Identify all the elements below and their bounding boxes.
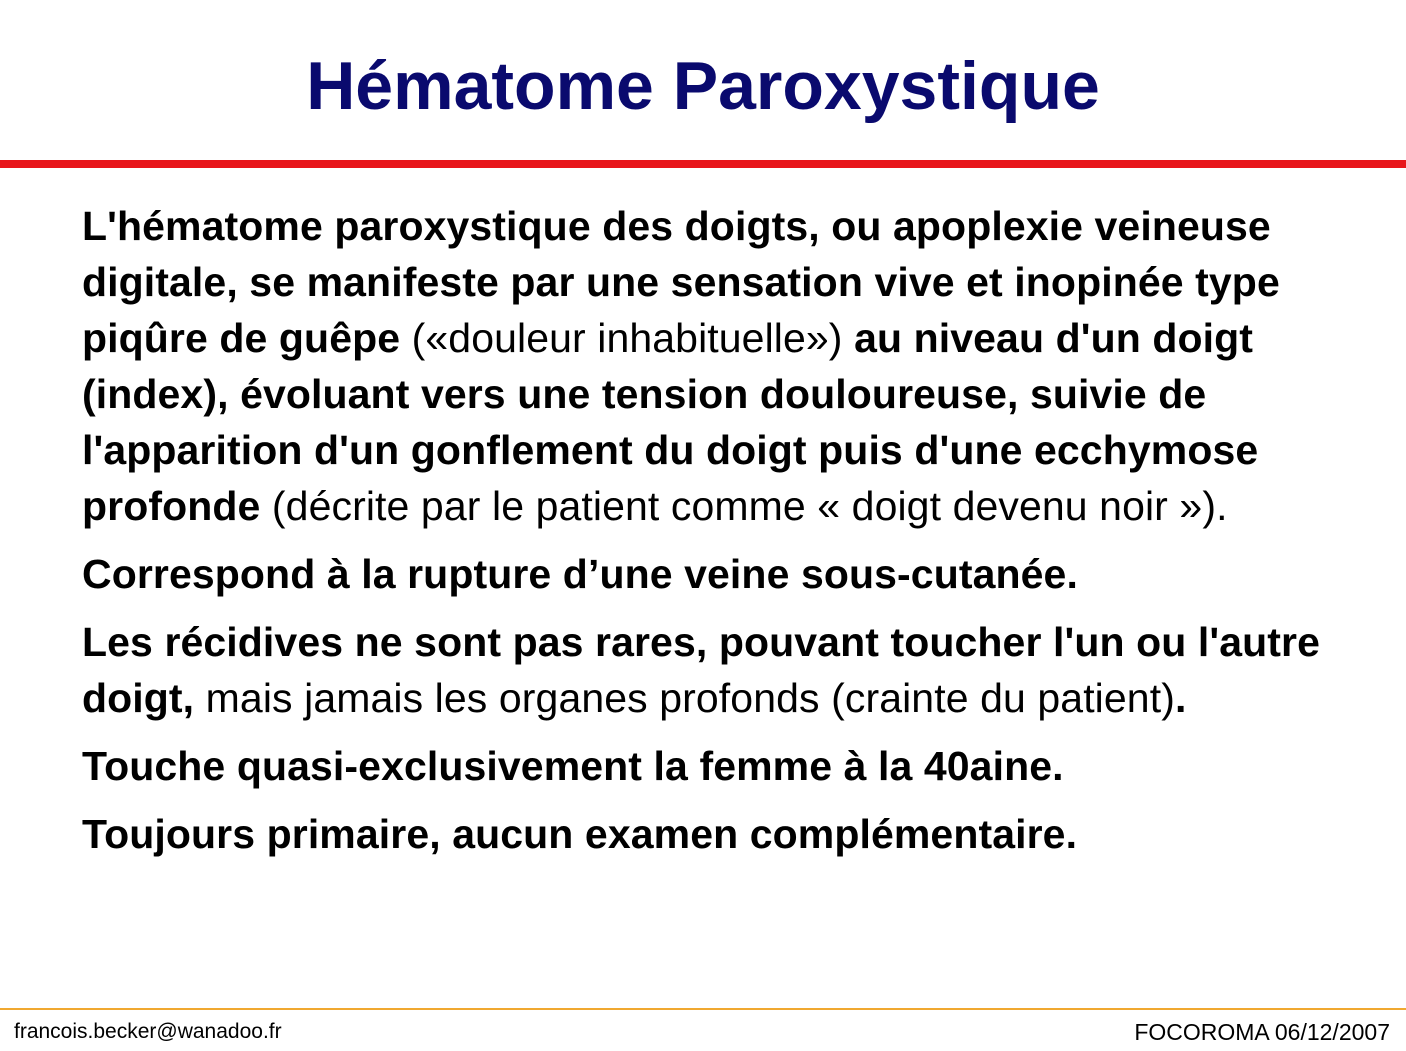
slide-body — [82, 198, 1382, 862]
footer-divider — [0, 1008, 1406, 1010]
recurrence-bold-2: . — [1174, 675, 1187, 721]
description-normal-1: («douleur inhabituelle») — [400, 315, 855, 361]
footer-email: francois.becker@wanadoo.fr — [14, 1020, 282, 1043]
paragraph-workup — [82, 806, 1382, 862]
slide-title: Hématome Paroxystique — [306, 48, 1100, 124]
paragraph-epidemiology — [82, 738, 1382, 794]
description-normal-2: (décrite par le patient comme « doigt devenu noir »). — [260, 483, 1228, 529]
mechanism-text: Correspond à la rupture d’une veine sous-cutanée. — [82, 551, 1078, 597]
paragraph-mechanism — [82, 546, 1382, 602]
title-divider — [0, 160, 1406, 168]
recurrence-normal-1: mais jamais les organes profonds (crainte du patient) — [194, 675, 1175, 721]
paragraph-recurrence — [82, 614, 1382, 726]
epidemiology-text: Touche quasi-exclusivement la femme à la 40aine. — [82, 743, 1064, 789]
footer-event: FOCOROMA 06/12/2007 — [1134, 1019, 1390, 1045]
workup-text: Toujours primaire, aucun examen complémentaire. — [82, 811, 1078, 857]
paragraph-description — [82, 198, 1382, 534]
description-bold-1: L'hématome paroxystique des doigts, ou apoplexie veineuse digitale, se manifeste par une sensation vive et inopinée type piqûre de guêpe — [82, 203, 1280, 361]
recurrence-bold-1: Les récidives ne sont pas rares, pouvant toucher l'un ou l'autre doigt, — [82, 619, 1321, 721]
description-bold-2: au niveau d'un doigt (index), évoluant vers une tension douloureuse, suivie de l'apparition d'un gonflement du doigt puis d'une ecchymose profonde — [82, 315, 1259, 529]
